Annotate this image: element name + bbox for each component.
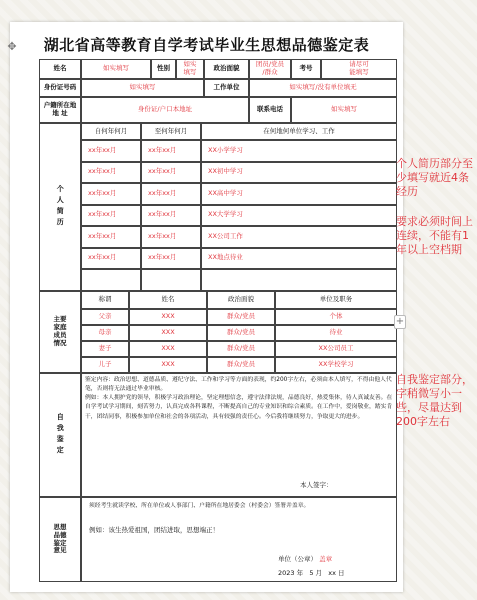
- family-col-name: 姓名: [129, 291, 207, 309]
- document-title: 湖北省高等教育自学考试毕业生思想品德鉴定表: [43, 36, 370, 54]
- resume-side-note-2: 要求必须时间上连续，不能有1年以上空档期: [396, 215, 473, 256]
- resume-side-note: 个人简历部分至少填写就近4条经历: [396, 157, 473, 198]
- family-cell-name[interactable]: XXX: [129, 309, 207, 325]
- org-eval-section-label: 思想 品德 鉴定 意见: [39, 497, 81, 582]
- politics-value[interactable]: 团员/党员 /群众: [249, 59, 291, 79]
- resume-cell-end[interactable]: xx年xx月: [141, 162, 201, 184]
- resume-cell-end[interactable]: [141, 269, 201, 291]
- address-label: 户籍所在地 地 址: [39, 97, 81, 123]
- id-value[interactable]: 如实填写: [81, 79, 204, 97]
- family-cell-work[interactable]: XX公司员工: [275, 341, 397, 357]
- resume-section-label: 个人简历: [39, 123, 81, 291]
- resume-cell-start[interactable]: xx年xx月: [81, 205, 141, 227]
- politics-label: 政治面貌: [204, 59, 249, 79]
- resume-cell-place[interactable]: XX地点待业: [201, 248, 397, 270]
- self-eval-example: 例如：本人拥护党的领导，积极学习政治理论，坚定理想信念，遵守法律法规，品德良好，热爱集体，待人真诚友善。在自学考试学习期间，刻苦努力，认真完成各科课程，不断提高自己的专业知识和综合素质。在工作中，爱岗敬业，踏实肯干，团结同事，积极参加单位和社会的各项活动，具有较强的责任心。今后我将继续努力，争取更大的进步。: [85, 395, 393, 420]
- family-cell-politics[interactable]: 群众/党员: [207, 357, 275, 373]
- family-cell-relation[interactable]: 儿子: [81, 357, 129, 373]
- resume-cell-end[interactable]: xx年xx月: [141, 226, 201, 248]
- expand-button[interactable]: +: [395, 316, 405, 327]
- resume-cell-place[interactable]: XX初中学习: [201, 162, 397, 184]
- gender-value[interactable]: 如实 填写: [176, 59, 204, 79]
- sign-date: 2023 年 5 月 xx 日: [278, 569, 345, 577]
- self-eval-box[interactable]: [81, 373, 397, 497]
- self-eval-section-label: 自我鉴定: [39, 373, 81, 497]
- resume-cell-place[interactable]: [201, 269, 397, 291]
- resume-col-place: 在何地何单位学习、工作: [201, 123, 397, 140]
- id-label: 身份证号码: [39, 79, 81, 97]
- work-value[interactable]: 如实填写/没有单位填无: [249, 79, 397, 97]
- resume-cell-start[interactable]: xx年xx月: [81, 248, 141, 270]
- family-cell-politics[interactable]: 群众/党员: [207, 309, 275, 325]
- appraisal-table: [39, 59, 397, 582]
- resume-cell-place[interactable]: XX大学学习: [201, 205, 397, 227]
- resume-cell-start[interactable]: [81, 269, 141, 291]
- family-section-label: 主要 家庭 成员 情况: [39, 291, 81, 373]
- family-cell-relation[interactable]: 母亲: [81, 325, 129, 341]
- family-cell-name[interactable]: XXX: [129, 341, 207, 357]
- gender-label: 性别: [151, 59, 176, 79]
- resume-cell-place[interactable]: XX公司工作: [201, 226, 397, 248]
- work-label: 工作单位: [204, 79, 249, 97]
- self-eval-hint: 鉴定内容：政治思想、道德品质、遵纪守法、工作和学习等方面的表现，约200字左右，必须由本人填写，不得由他人代笔，否则将无法通过毕业审核。: [85, 377, 392, 393]
- family-cell-politics[interactable]: 群众/党员: [207, 325, 275, 341]
- self-signature-label: 本人签字：: [300, 481, 333, 489]
- unit-stamp-label: 单位（公章） 盖章: [278, 555, 333, 563]
- phone-value[interactable]: 如实填写: [291, 97, 397, 123]
- resume-cell-start[interactable]: xx年xx月: [81, 226, 141, 248]
- resume-cell-start[interactable]: xx年xx月: [81, 162, 141, 184]
- family-cell-name[interactable]: XXX: [129, 357, 207, 373]
- family-cell-work[interactable]: XX学校学习: [275, 357, 397, 373]
- family-col-politics: 政治面貌: [207, 291, 275, 309]
- resume-cell-end[interactable]: xx年xx月: [141, 183, 201, 205]
- unit-stamp-value: 盖章: [319, 555, 333, 563]
- org-eval-example: 例如：该生热爱祖国，团结进取，思想端正！: [89, 526, 219, 534]
- resume-cell-start[interactable]: xx年xx月: [81, 183, 141, 205]
- name-label: 姓名: [39, 59, 81, 79]
- exam-no-value[interactable]: 请尽可 能填写: [321, 59, 397, 79]
- document-page: [7, 22, 403, 592]
- family-cell-relation[interactable]: 妻子: [81, 341, 129, 357]
- resume-cell-place[interactable]: XX高中学习: [201, 183, 397, 205]
- address-value[interactable]: 身份证/户口本地址: [81, 97, 249, 123]
- family-col-relation: 称谓: [81, 291, 129, 309]
- phone-label: 联系电话: [249, 97, 291, 123]
- name-value[interactable]: 如实填写: [81, 59, 151, 79]
- resume-cell-end[interactable]: xx年xx月: [141, 140, 201, 162]
- family-cell-work[interactable]: 待业: [275, 325, 397, 341]
- resume-cell-place[interactable]: XX小学学习: [201, 140, 397, 162]
- resume-col-start: 自何年何月: [81, 123, 141, 140]
- resume-cell-end[interactable]: xx年xx月: [141, 248, 201, 270]
- family-cell-name[interactable]: XXX: [129, 325, 207, 341]
- org-eval-box[interactable]: [81, 497, 397, 582]
- self-eval-side-note: 自我鉴定部分，字稍微写小一些，尽量达到200字左右: [396, 373, 473, 428]
- resume-cell-end[interactable]: xx年xx月: [141, 205, 201, 227]
- resume-cell-start[interactable]: xx年xx月: [81, 140, 141, 162]
- family-cell-work[interactable]: 个体: [275, 309, 397, 325]
- exam-no-label: 考号: [291, 59, 321, 79]
- family-col-work: 单位及职务: [275, 291, 397, 309]
- move-handle-icon[interactable]: ✥: [7, 40, 17, 53]
- family-cell-relation[interactable]: 父亲: [81, 309, 129, 325]
- org-eval-hint: 须经考生就读学校、所在单位或人事部门、户籍所在地居委会（村委会）签署并盖章。: [89, 503, 310, 509]
- resume-col-end: 至何年何月: [141, 123, 201, 140]
- family-cell-politics[interactable]: 群众/党员: [207, 341, 275, 357]
